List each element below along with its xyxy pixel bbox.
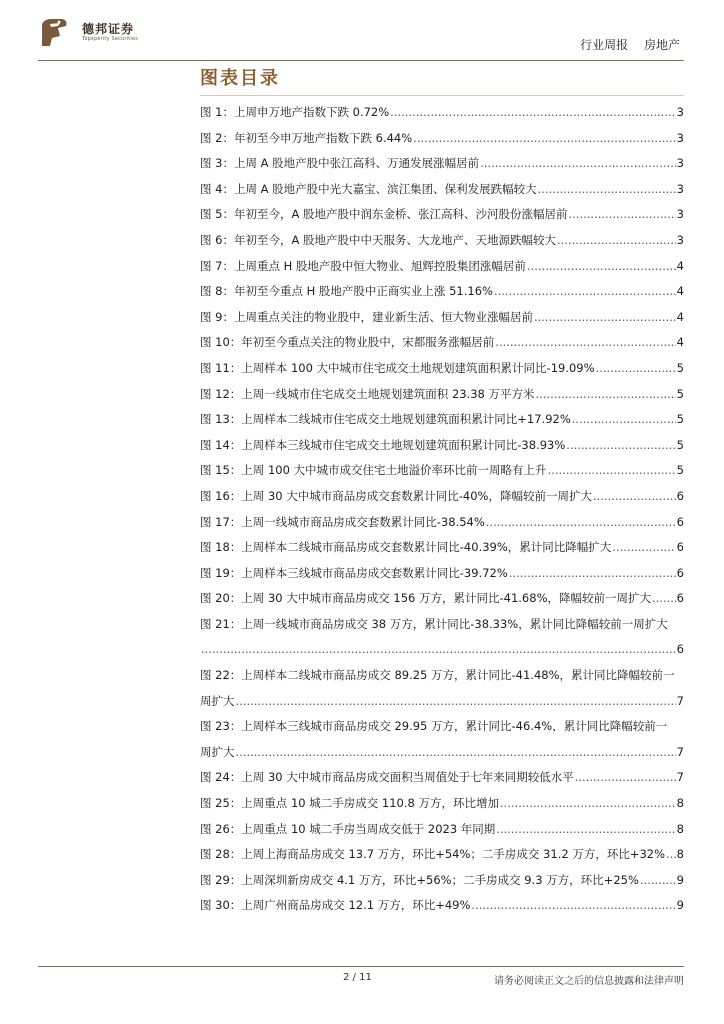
toc-entry-label: 图 17：上周一线城市商品房成交套数累计同比-38.54% — [200, 514, 485, 529]
header-divider — [38, 60, 684, 61]
toc-leader-dots — [640, 868, 676, 894]
toc-entry[interactable] — [200, 356, 684, 382]
toc-entry[interactable] — [200, 228, 684, 254]
toc-entry[interactable] — [200, 535, 684, 561]
toc-entry-label: 图 24：上周 30 大中城市商品房成交面积当周值处于七年来同期较低水平 — [200, 770, 574, 785]
toc-leader-dots — [612, 535, 675, 561]
toc-leader-dots — [495, 330, 675, 356]
toc-entry[interactable] — [200, 100, 684, 126]
toc-entry[interactable] — [200, 305, 684, 331]
toc-leader-dots — [413, 126, 676, 152]
toc-entry-label: 图 10：年初至今重点关注的物业股中，宋都服务涨幅居前 — [200, 335, 495, 350]
report-sector: 房地产 — [643, 38, 680, 52]
toc-entry-page: 4 — [676, 335, 684, 350]
toc-entry-page: 7 — [676, 770, 684, 785]
toc-entry-label: 图 2：年初至今申万地产指数下跌 6.44% — [200, 130, 413, 145]
toc-leader-dots — [509, 561, 676, 587]
page-header — [38, 10, 684, 56]
toc-entry[interactable] — [200, 484, 684, 510]
toc-entry-label: 图 12：上周一线城市住宅成交土地规划建筑面积 23.38 万平方米 — [200, 386, 535, 401]
toc-leader-dots — [596, 356, 676, 382]
toc-entry-label: 图 19：上周样本三线城市商品房成交套数累计同比-39.72% — [200, 565, 508, 580]
toc-entry-page: 6 — [676, 514, 684, 529]
toc-leader-dots — [572, 407, 676, 433]
toc-entry-page: 3 — [676, 130, 684, 145]
toc-entry-page: 6 — [676, 540, 684, 555]
toc-entry-label: 图 25：上周重点 10 城二手房成交 110.8 万方，环比增加 — [200, 796, 499, 811]
toc-entry[interactable] — [200, 458, 684, 484]
logo-name: 德邦证券 — [82, 22, 135, 36]
toc-entry-page: 9 — [676, 872, 684, 887]
logo-subtitle: Topsperity Securities — [82, 36, 139, 42]
toc-entry[interactable] — [200, 177, 684, 203]
toc-entry-label: 图 29：上周深圳新房成交 4.1 万方，环比+56%；二手房成交 9.3 万方，环比+25% — [200, 872, 639, 887]
toc-leader-dots — [575, 765, 676, 791]
toc-entry[interactable] — [200, 586, 684, 612]
toc-entry-page: 5 — [676, 463, 684, 478]
toc-entry-label-continued: 周扩大 — [200, 693, 235, 708]
toc-entry[interactable] — [200, 791, 684, 817]
toc-entry-label: 图 18：上周样本二线城市商品房成交套数累计同比-40.39%，累计同比降幅扩大 — [200, 540, 612, 555]
toc-entry-label: 图 22：上周样本二线城市商品房成交 89.25 万方，累计同比-41.48%，累计同比降幅较前一 — [200, 668, 675, 683]
toc-entry-page: 7 — [676, 693, 684, 708]
toc-entry-label: 图 9：上周重点关注的物业股中，建业新生活、恒大物业涨幅居前 — [200, 309, 533, 324]
toc-leader-dots — [494, 279, 676, 305]
toc-leader-dots — [471, 893, 675, 919]
toc-entry[interactable] — [200, 663, 684, 714]
page-number: 2 / 11 — [343, 972, 372, 983]
toc-entry[interactable] — [200, 612, 684, 663]
toc-entry-label: 图 5：年初至今，A 股地产股中润东金桥、张江高科、沙河股份涨幅居前 — [200, 207, 568, 222]
toc-leader-dots — [652, 586, 676, 612]
report-category — [568, 36, 680, 53]
report-type: 行业周报 — [580, 38, 629, 52]
toc-entry-label: 图 1：上周申万地产指数下跌 0.72% — [200, 105, 390, 119]
toc-entry-page: 3 — [676, 232, 684, 247]
toc-leader-dots — [201, 637, 676, 663]
toc-entry[interactable] — [200, 714, 684, 765]
toc-leader-dots — [500, 791, 676, 817]
figure-list — [200, 100, 684, 919]
toc-entry-label: 图 13：上周样本二线城市住宅成交土地规划建筑面积累计同比+17.92% — [200, 412, 571, 427]
toc-entry-label: 图 14：上周样本三线城市住宅成交土地规划建筑面积累计同比-38.93% — [200, 437, 566, 452]
toc-entry[interactable] — [200, 893, 684, 919]
toc-entry-label: 图 4：上周 A 股地产股中光大嘉宝、滨江集团、保利发展跌幅较大 — [200, 181, 537, 196]
toc-entry-label: 图 3：上周 A 股地产股中张江高科、万通发展涨幅居前 — [200, 156, 480, 171]
toc-entry-label: 图 28：上周上海商品房成交 13.7 万方，环比+54%；二手房成交 31.2 万方，环比+32% — [200, 847, 666, 862]
toc-leader-dots — [666, 842, 676, 868]
toc-entry-page: 4 — [676, 284, 684, 299]
toc-entry-page: 3 — [676, 207, 684, 222]
toc-entry[interactable] — [200, 817, 684, 843]
toc-entry-label: 图 6：年初至今，A 股地产股中中天服务、大龙地产、天地源跌幅较大 — [200, 232, 556, 247]
toc-title-divider — [200, 95, 684, 96]
toc-leader-dots — [538, 177, 676, 203]
toc-entry[interactable] — [200, 330, 684, 356]
toc-entry[interactable] — [200, 765, 684, 791]
toc-entry-label: 图 7：上周重点 H 股地产股中恒大物业、旭辉控股集团涨幅居前 — [200, 258, 526, 273]
footer-divider — [38, 966, 684, 967]
toc-entry[interactable] — [200, 407, 684, 433]
toc-entry-label: 图 30：上周广州商品房成交 12.1 万方，环比+49% — [200, 898, 471, 913]
toc-entry-page: 3 — [676, 105, 684, 119]
toc-entry[interactable] — [200, 254, 684, 280]
toc-entry-page: 3 — [676, 156, 684, 171]
toc-entry-page: 8 — [676, 847, 684, 862]
toc-entry-label: 图 15：上周 100 大中城市成交住宅土地溢价率环比前一周略有上升 — [200, 463, 547, 478]
toc-entry-page: 5 — [676, 360, 684, 375]
toc-title: 图表目录 — [200, 68, 280, 89]
toc-leader-dots — [566, 433, 675, 459]
toc-entry[interactable] — [200, 151, 684, 177]
toc-entry-label: 图 11：上周样本 100 大中城市住宅成交土地规划建筑面积累计同比-19.09% — [200, 360, 595, 375]
toc-entry[interactable] — [200, 279, 684, 305]
disclaimer-note: 请务必阅读正文之后的信息披露和法律声明 — [494, 976, 684, 987]
toc-entry-page: 6 — [676, 565, 684, 580]
toc-entry-label: 图 8：年初至今重点 H 股地产股中正商实业上涨 51.16% — [200, 284, 493, 299]
toc-leader-dots — [236, 740, 676, 766]
toc-entry-page: 5 — [676, 386, 684, 401]
toc-entry-label: 图 26：上周重点 10 城二手房当周成交低于 2023 年同期 — [200, 821, 496, 836]
toc-entry[interactable] — [200, 202, 684, 228]
toc-entry[interactable] — [200, 510, 684, 536]
toc-entry-label-continued: 周扩大 — [200, 744, 235, 759]
toc-entry[interactable] — [200, 382, 684, 408]
toc-entry-label: 图 21：上周一线城市商品房成交 38 万方，累计同比-38.33%，累计同比降幅较前一周扩大 — [200, 616, 668, 631]
toc-entry-page: 5 — [676, 412, 684, 427]
toc-entry[interactable] — [200, 433, 684, 459]
toc-leader-dots — [536, 382, 676, 408]
toc-entry-page: 9 — [676, 898, 684, 913]
toc-leader-dots — [548, 458, 676, 484]
toc-entry-page: 7 — [676, 744, 684, 759]
toc-entry-page: 6 — [676, 642, 684, 657]
toc-entry-page: 3 — [676, 181, 684, 196]
toc-leader-dots — [480, 151, 676, 177]
logo-icon — [38, 16, 70, 48]
toc-entry-page: 6 — [676, 591, 684, 606]
toc-entry-page: 8 — [676, 796, 684, 811]
toc-leader-dots — [496, 817, 675, 843]
toc-leader-dots — [557, 228, 676, 254]
toc-entry-label: 图 20：上周 30 大中城市商品房成交 156 万方，累计同比-41.68%，降幅较前一周扩大 — [200, 591, 651, 606]
toc-leader-dots — [527, 254, 676, 280]
toc-entry[interactable] — [200, 561, 684, 587]
toc-entry-page: 6 — [676, 488, 684, 503]
toc-leader-dots — [593, 484, 676, 510]
toc-leader-dots — [534, 305, 676, 331]
toc-entry-page: 4 — [676, 309, 684, 324]
toc-entry[interactable] — [200, 842, 684, 868]
toc-entry[interactable] — [200, 868, 684, 894]
toc-entry-page: 8 — [676, 821, 684, 836]
toc-leader-dots — [486, 510, 676, 536]
toc-entry-page: 4 — [676, 258, 684, 273]
toc-entry[interactable] — [200, 126, 684, 152]
toc-entry-label: 图 23：上周样本三线城市商品房成交 29.95 万方，累计同比-46.4%，累计同比降幅较前一 — [200, 719, 668, 734]
toc-leader-dots — [236, 689, 676, 715]
toc-leader-dots — [390, 100, 676, 126]
toc-entry-label: 图 16：上周 30 大中城市商品房成交套数累计同比-40%，降幅较前一周扩大 — [200, 488, 592, 503]
toc-entry-page: 5 — [676, 437, 684, 452]
toc-leader-dots — [569, 202, 676, 228]
